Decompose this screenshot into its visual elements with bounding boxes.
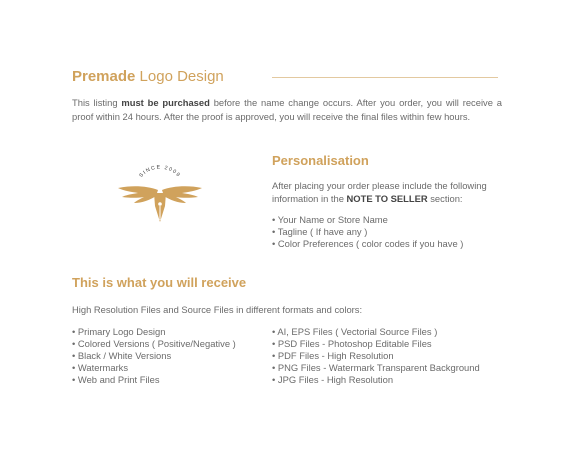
intro-part2: before the name change occurs. After you order, you will receive a proof within 24 hours. After the proof is approved, you will receive the final files within few hours. — [72, 97, 503, 122]
receive-title: This is what you will receive — [72, 275, 247, 290]
personalisation-text — [272, 180, 512, 205]
personalisation-text-part1: After placing your order please include the following information in the — [272, 180, 487, 204]
list-item: • PNG Files - Watermark Transparent Background — [272, 362, 480, 373]
list-item: • Colored Versions ( Positive/Negative ) — [72, 338, 236, 349]
personalisation-list — [272, 214, 463, 250]
intro-paragraph — [72, 96, 502, 123]
deliverables-list-right — [272, 326, 480, 386]
list-item: • Color Preferences ( color codes if you have ) — [272, 238, 464, 249]
page-title-rest: Logo Design — [135, 68, 224, 85]
list-item: • PDF Files - High Resolution — [272, 350, 394, 361]
list-item: • JPG Files - High Resolution — [272, 374, 394, 385]
heading-divider — [272, 77, 498, 78]
list-item: • Web and Print Files — [72, 374, 160, 385]
deliverables-list-left — [72, 326, 236, 386]
personalisation-text-part2: section: — [427, 192, 463, 204]
intro-part1: This listing — [72, 97, 122, 108]
list-item: • Watermarks — [72, 362, 129, 373]
list-item: • Your Name or Store Name — [272, 214, 388, 225]
page-title-bold: Premade — [72, 68, 136, 85]
receive-intro: High Resolution Files and Source Files in different formats and colors: — [72, 304, 363, 315]
personalisation-title: Personalisation — [272, 153, 369, 168]
logo — [110, 150, 210, 245]
list-item: • AI, EPS Files ( Vectorial Source Files ) — [272, 326, 438, 337]
winged-pen-nib-icon — [110, 150, 210, 245]
list-item: • Tagline ( If have any ) — [272, 226, 368, 237]
list-item: • Primary Logo Design — [72, 326, 166, 337]
list-item: • PSD Files - Photoshop Editable Files — [272, 338, 432, 349]
list-item: • Black / White Versions — [72, 350, 172, 361]
page-title — [72, 68, 224, 85]
note-to-seller: NOTE TO SELLER — [346, 192, 428, 204]
logo-tagline: SINCE 2009 — [138, 164, 182, 179]
intro-bold: must be purchased — [121, 97, 210, 108]
